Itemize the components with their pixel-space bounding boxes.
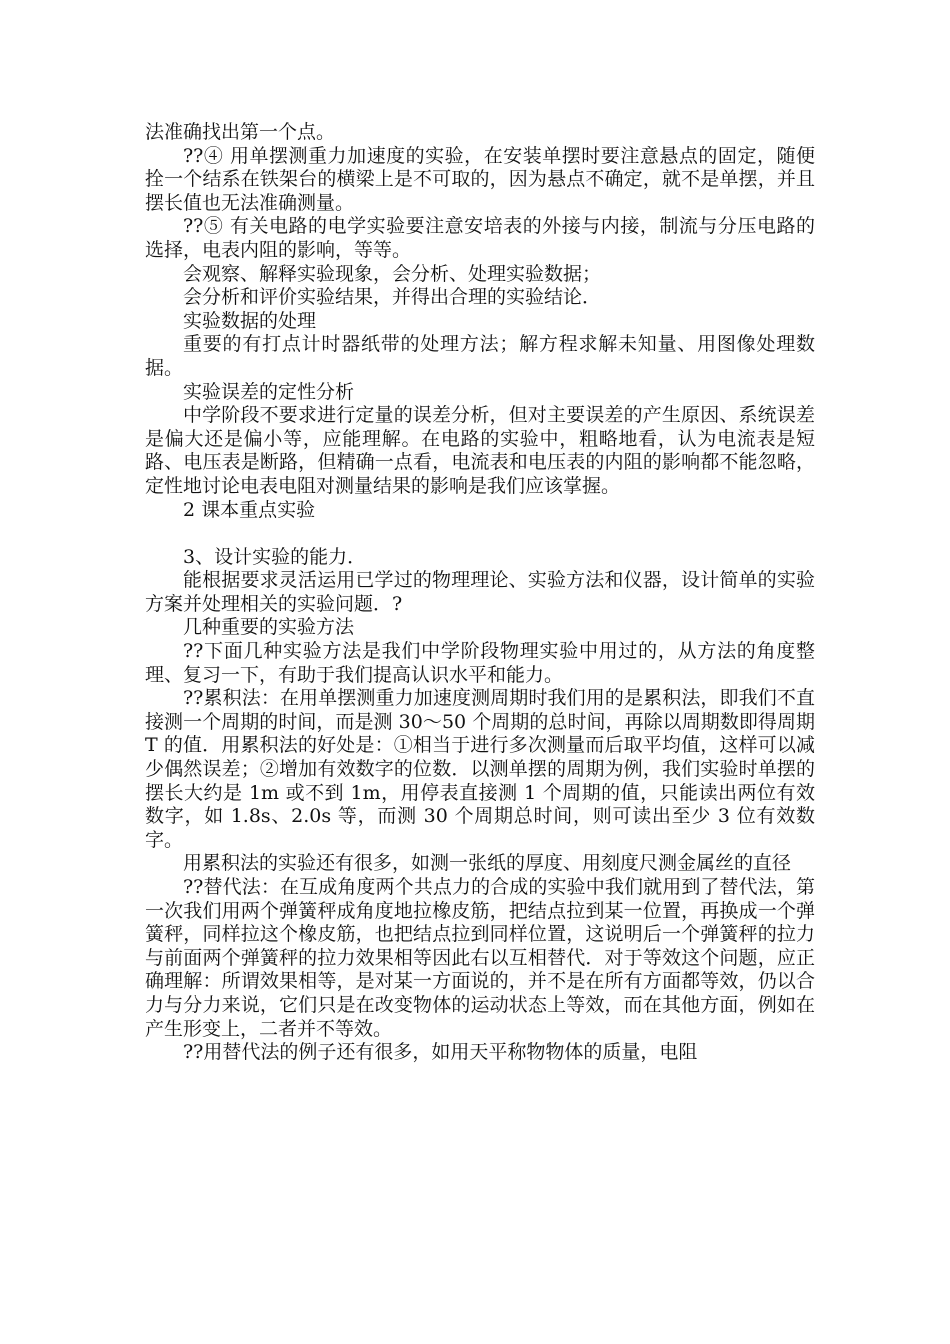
paragraph-observe-analyze: 会观察、解释实验现象，会分析、处理实验数据； [183,262,602,285]
paragraph-methods-intro: ??下面几种实验方法是我们中学阶段物理实验中用过的，从方法的角度整理、复习一下，有助于我们提高认识水平和能力。 [145,640,815,686]
document-page [145,121,815,1065]
paragraph-design-ability: 能根据要求灵活运用已学过的物理理论、实验方法和仪器，设计简单的实验方案并处理相关的实验问题．? [145,569,815,615]
heading-design-ability: 3、设计实验的能力． [183,545,367,568]
paragraph-accumulation-examples: 用累积法的实验还有很多，如测一张纸的厚度、用刻度尺测金属丝的直径 [183,852,792,875]
paragraph-pendulum-suspension: ??④ 用单摆测重力加速度的实验，在安装单摆时要注意悬点的固定，随便拴一个结系在铁架台的横梁上是不可取的，因为悬点不确定，就不是单摆，并且摆长值也无法准确测量。 [145,144,815,214]
heading-methods: 几种重要的实验方法 [183,616,355,639]
paragraph-substitution-examples: ??用替代法的例子还有很多，如用天平称物物体的质量，电阻 [183,1041,698,1064]
blank-line [145,522,815,546]
paragraph-continuation: 法准确找出第一个点。 [145,121,336,143]
heading-error-analysis: 实验误差的定性分析 [183,380,355,403]
paragraph-data-processing: 重要的有打点计时器纸带的处理方法；解方程求解未知量、用图像处理数据。 [145,333,815,379]
heading-key-experiments: 2 课本重点实验 [183,498,316,521]
paragraph-error-analysis: 中学阶段不要求进行定量的误差分析，但对主要误差的产生原因、系统误差是偏大还是偏小等，应能理解。在电路的实验中，粗略地看，认为电流表是短路、电压表是断路，但精确一点看，电流表和电压表的内阻的影响都不能忽略，定性地讨论电表电阻对测量结果的影响是我们应该掌握。 [145,404,815,497]
paragraph-substitution-method: ??替代法：在互成角度两个共点力的合成的实验中我们就用到了替代法，第一次我们用两个弹簧秤成角度地拉橡皮筋，把结点拉到某一位置，再换成一个弹簧秤，同样拉这个橡皮筋，也把结点拉到同样位置，这说明后一个弹簧秤的拉力与前面两个弹簧秤的拉力效果相等因此右以互相替代．对于等效这个问题，应正确理解：所谓效果相等，是对某一方面说的，并不是在所有方面都等效，仍以合力与分力来说，它们只是在改变物体的运动状态上等效，而在其他方面，例如在产生形变上，二者并不等效。 [145,876,815,1040]
heading-data-processing: 实验数据的处理 [183,309,317,332]
paragraph-electric-circuit: ??⑤ 有关电路的电学实验要注意安培表的外接与内接，制流与分压电路的选择，电表内阻的影响，等等。 [145,215,815,261]
paragraph-evaluate-results: 会分析和评价实验结果，并得出合理的实验结论． [183,286,602,309]
paragraph-accumulation-method: ??累积法：在用单摆测重力加速度测周期时我们用的是累积法，即我们不直接测一个周期的时间，而是测 30～50 个周期的总时间，再除以周期数即得周期 T 的值．用累积法的好处是：①相当于进行多次测量而后取平均值，这样可以减少偶然误差；②增加有效数字的位数．以测单摆的周期为例，我们实验时单摆的摆长大约是 1m 或不到 1m，用停表直接测 1 个周期的值，只能读出两位有效数字，如 1.8s、2.0s 等，而测 30 个周期总时间，则可读出至少 3 位有效数字。 [145,687,815,851]
